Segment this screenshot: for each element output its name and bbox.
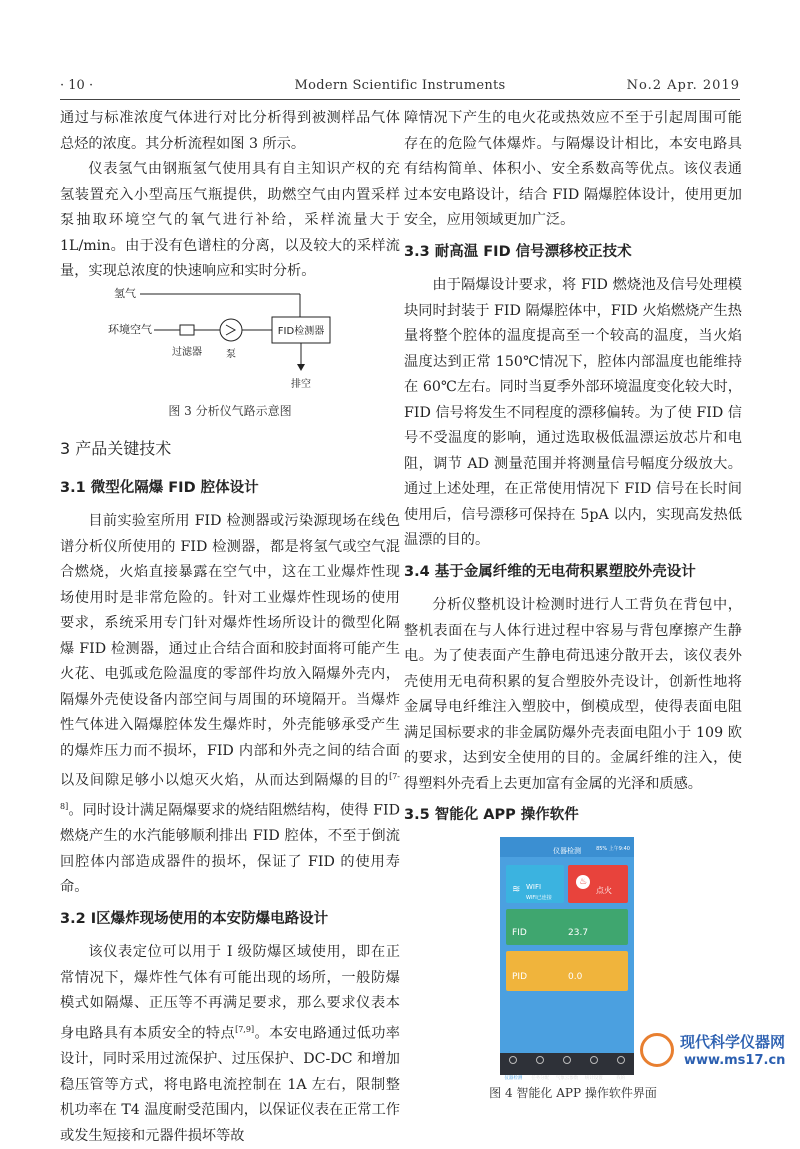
subsection-heading: 3.3 耐高温 FID 信号漂移校正技术 (404, 243, 632, 260)
right-column (404, 106, 742, 1118)
fid-reading-tile (506, 909, 628, 945)
pump-label: 泵 (226, 348, 236, 360)
pump-icon (220, 319, 242, 341)
header-rule (60, 99, 740, 100)
nav-item-me[interactable]: 我的 (607, 1053, 634, 1075)
page-number: · 10 · (60, 78, 94, 93)
pid-reading-tile (506, 951, 628, 991)
paragraph: 仪表氢气由钢瓶氢气使用具有自主知识产权的充氢装置充入小型高压气瓶提供，助燃空气由内置采样泵抽取环境空气的氧气进行补给，采样流量大于 1L/min。由于没有色谱柱的分离，以及较大的采样流量，实现总浓度的快速响应和实时分析。 (60, 161, 400, 279)
watermark-logo-icon (640, 1033, 674, 1067)
ignite-tile[interactable] (568, 865, 628, 903)
citation: [7,9] (235, 1024, 255, 1034)
paragraph: 目前实验室所用 FID 检测器或污染源现场在线色谱分析仪所使用的 FID 检测器，都是将氢气或空气混合燃烧，火焰直接暴露在空气中，这在工业爆炸性现场使用时是非常危险的。针对工业爆炸性现场的使用要求，系统采用专门针对爆炸性场所设计的微型化隔爆 FID 检测器，通过止合结合面和胶封面将可能产生火花、电弧或危险温度的零部件均放入隔爆外壳内，隔爆外壳使设备内部空间与周围的环境隔开。当爆炸性气体进入隔爆腔体发生爆炸时，外壳能够承受产生的爆炸压力而不损坏，FID 内部和外壳之间的结合面以及间隙足够小以熄灭火焰，从而达到隔爆的目的[7-8]。同时设计满足隔爆要求的烧结阻燃结构，使得 FID 燃烧产生的水汽能够顺利排出 FID 腔体，不至于倒流回腔体内部造成器件的损坏，保证了 FID 的使用寿命。 (60, 513, 400, 896)
citation: [7-8] (60, 772, 400, 812)
vent-label: 排空 (291, 378, 311, 390)
paragraph: 障情况下产生的电火花或热效应不至于引起周围可能存在的危险气体爆炸。与隔爆设计相比，本安电路具有结构简单、体积小、安全系数高等优点。该仪表通过本安电路设计，结合 FID 隔爆腔体设计，使用更加安全，应用领域更加广泛。 (404, 110, 742, 228)
hydrogen-label: 氢气 (114, 286, 136, 300)
subsection-heading: 3.1 微型化隔爆 FID 腔体设计 (60, 479, 259, 496)
left-column (60, 106, 400, 1149)
watermark-name: 现代科学仪器网 (680, 1033, 786, 1051)
flame-icon: ♨ (576, 875, 590, 889)
wifi-tile[interactable] (506, 865, 564, 903)
nav-item-instrument-detect[interactable]: 仪器检测 (500, 1053, 527, 1075)
gas-path-svg (100, 285, 360, 397)
pid-value: 0.0 (568, 971, 583, 982)
watermark-url: www.ms17.cn (684, 1053, 786, 1068)
ignite-label: 点火 (596, 885, 612, 895)
phone-status-bar (500, 837, 634, 845)
fid-value: 23.7 (568, 927, 589, 938)
subsection-heading: 3.5 智能化 APP 操作软件 (404, 807, 579, 823)
figure-3-caption: 图 3 分析仪气路示意图 (168, 403, 292, 418)
app-screenshot (500, 837, 634, 1081)
ambient-air-label: 环境空气 (108, 322, 152, 336)
fid-label: FID (512, 927, 527, 938)
filter-box (180, 325, 194, 335)
nav-item-stats[interactable]: 统计设置 (580, 1053, 607, 1075)
paragraph: 通过与标准浓度气体进行对比分析得到被测样品气体总烃的浓度。其分析流程如图 3 所示。 (60, 110, 400, 152)
wifi-label: WIFI (526, 882, 542, 891)
pid-label: PID (512, 971, 528, 982)
figure-3-gas-path-diagram (60, 285, 400, 397)
paragraph: 由于隔爆设计要求，将 FID 燃烧池及信号处理模块同时封装于 FID 隔爆腔体中，FID 火焰燃烧产生热量将整个腔体的温度提高至一个较高的温度，当火焰温度达到正常 150℃情况下，腔体内部温度也能维持在 60℃左右。同时当夏季外部环境温度变化较大时，FID 信号将发生不同程度的漂移偏转。为了使 FID 信号不受温度的影响，通过选取极低温漂运放芯片和电阻，调节 AD 测量范围并将测量信号幅度分级放大。通过上述处理，在正常使用情况下 FID 信号在长时间使用后，信号漂移可保持在 5pA 以内，实现高发热低温漂的目的。 (404, 277, 742, 548)
subsection-heading: 3.2 Ⅰ区爆炸现场使用的本安防爆电路设计 (60, 910, 329, 927)
site-watermark (640, 1027, 790, 1077)
section-heading: 3 产品关键技术 (60, 439, 172, 458)
wifi-icon: ≋ (512, 883, 521, 895)
fid-detector-label: FID检测器 (277, 325, 325, 337)
nav-item-weather[interactable]: 气象云参数 (554, 1053, 581, 1075)
nav-item-task[interactable]: 任务分配 (527, 1053, 554, 1075)
running-header (60, 78, 740, 96)
paragraph: 该仪表定位可以用于 I 级防爆区域使用，即在正常情况下，爆炸性气体有可能出现的场所，一般防爆模式如隔爆、正压等不再满足要求，那么要求仪表本身电路具有本质安全的特点[7,9]。本安电路通过低功率设计，同时采用过流保护、过压保护、DC-DC 和增加稳压管等方式，将电路电流控制在 1A 左右，限制整机功率在 T4 温度耐受范围内，以保证仪表在正常工作或发生短接和元器件损坏等故 (60, 944, 400, 1144)
issue-info: No.2 Apr. 2019 (626, 78, 740, 93)
paragraph: 分析仪整机设计检测时进行人工背负在背包中，整机表面在与人体行进过程中容易与背包摩擦产生静电。为了使表面产生静电荷迅速分散开去，该仪表外壳使用无电荷积累的复合塑胶外壳设计，创新性地将金属导电纤维注入塑胶中，倒模成型，使得表面电阻满足国标要求的非金属防爆外壳表面电阻小于 109 欧的要求，达到安全使用的目的。金属纤维的注入，使得塑料外壳看上去更加富有金属的光泽和质感。 (404, 597, 742, 792)
subsection-heading: 3.4 基于金属纤维的无电荷积累塑胶外壳设计 (404, 563, 696, 580)
wifi-status: WIFI已连接 (526, 894, 552, 901)
journal-name: Modern Scientific Instruments (294, 78, 506, 93)
filter-label: 过滤器 (172, 346, 202, 358)
figure-4-caption: 图 4 智能化 APP 操作软件界面 (489, 1085, 657, 1100)
app-bottom-nav (500, 1053, 634, 1081)
app-title: 仪器检测 (500, 845, 634, 857)
